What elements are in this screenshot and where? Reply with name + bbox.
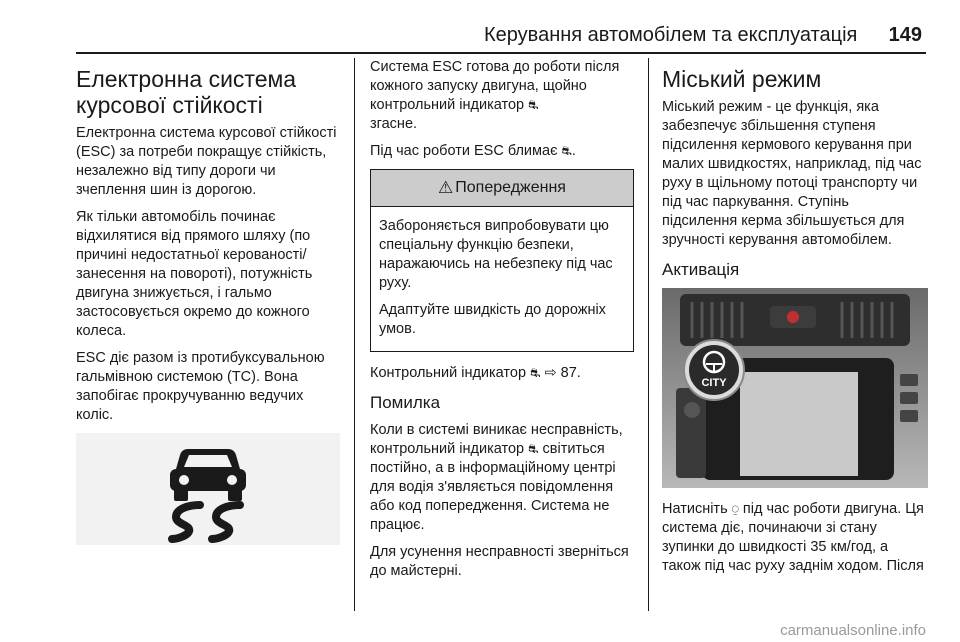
column-divider-1 <box>354 58 355 611</box>
esc-blink-paragraph: Під час роботи ESC блимає ⛐. <box>370 143 576 159</box>
fault-paragraph-1: Коли в системі виникає несправність, контрольний індикатор ⛐ світиться постійно, а в інформаційному центрі для водія з'являється повідомлення або код попередження. Система не працює. <box>370 422 623 533</box>
esc-illustration <box>76 433 340 545</box>
warning-body <box>371 207 633 351</box>
watermark: carmanualsonline.info <box>780 622 926 639</box>
column-divider-2 <box>648 58 649 611</box>
city-button-label: CITY <box>701 377 727 389</box>
chapter-title: Керування автомобілем та експлуатація <box>484 24 858 46</box>
dashboard-photo-graphic <box>662 288 928 488</box>
city-mode-paragraph-1: Міський режим - це функція, яка забезпечує збільшення ступеня підсилення кермового керування при малих швидкостях, наприклад, під час руху в щільному потоці транспорту чи під час паркування. Ступінь підсилення керма збільшується для зручності керування автомобілем. <box>662 99 922 248</box>
warning-triangle-icon: ⚠ <box>438 178 454 197</box>
esc-paragraph-2: Як тільки автомобіль починає відхилятися від прямого шляху (по причині недостатньої керованості/ занесення на повороті), потужність двигуна знижується, і гальмо застосовується окремо до кожного колеса. <box>76 209 313 339</box>
city-mode-heading: Міський режим <box>662 66 822 92</box>
indicator-reference: Контрольний індикатор ⛐ ⇨ 87. <box>370 365 581 381</box>
esc-ready-paragraph: Система ESC готова до роботи після кожного запуску двигуна, щойно контрольний індикатор ⛐ згасне. <box>370 59 620 132</box>
esc-skid-car-icon: ⛐ <box>528 442 539 456</box>
activation-heading: Активація <box>662 260 740 279</box>
warning-title: Попередження <box>455 179 566 196</box>
esc-skid-car-icon: ⛐ <box>530 366 541 380</box>
esc-skid-car-icon: ⛐ <box>528 98 539 112</box>
page-reference-arrow-icon: ⇨ <box>544 365 557 381</box>
esc-skid-car-icon: ⛐ <box>561 144 572 158</box>
fault-paragraph-2: Для усунення несправності зверніться до майстерні. <box>370 544 629 579</box>
column-esc-cont <box>370 58 634 589</box>
page-reference-link[interactable]: 87. <box>560 365 581 381</box>
page-header <box>76 0 926 54</box>
warning-paragraph-1: Забороняється випробовувати цю спеціальну функцію безпеки, наражаючись на небезпеку під час руху. <box>379 218 613 291</box>
warning-header <box>371 170 633 207</box>
esc-skid-car-icon <box>76 433 340 545</box>
esc-heading: Електронна система курсової стійкості <box>76 66 297 118</box>
warning-box <box>370 169 634 352</box>
esc-paragraph-3: ESC діє разом із протибуксувальною гальмівною системою (TC). Вона запобігає прокручуванню ведучих коліс. <box>76 350 325 423</box>
fault-heading: Помилка <box>370 393 441 412</box>
city-steering-icon: ⍜ <box>731 502 739 516</box>
column-city-mode <box>662 58 928 584</box>
warning-paragraph-2: Адаптуйте швидкість до дорожніх умов. <box>379 302 606 337</box>
column-esc <box>76 58 340 545</box>
dashboard-photo <box>662 288 928 488</box>
esc-paragraph-1: Електронна система курсової стійкості (ESC) за потреби покращує стійкість, незалежно від типу дороги чи зчеплення шин із дорогою. <box>76 125 337 198</box>
page-number: 149 <box>888 24 922 46</box>
city-mode-paragraph-2: Натисніть ⍜ під час роботи двигуна. Ця система діє, починаючи зі стану зупинки до швидкості 35 км/год, а також під час руху заднім ходом. Після <box>662 501 924 574</box>
